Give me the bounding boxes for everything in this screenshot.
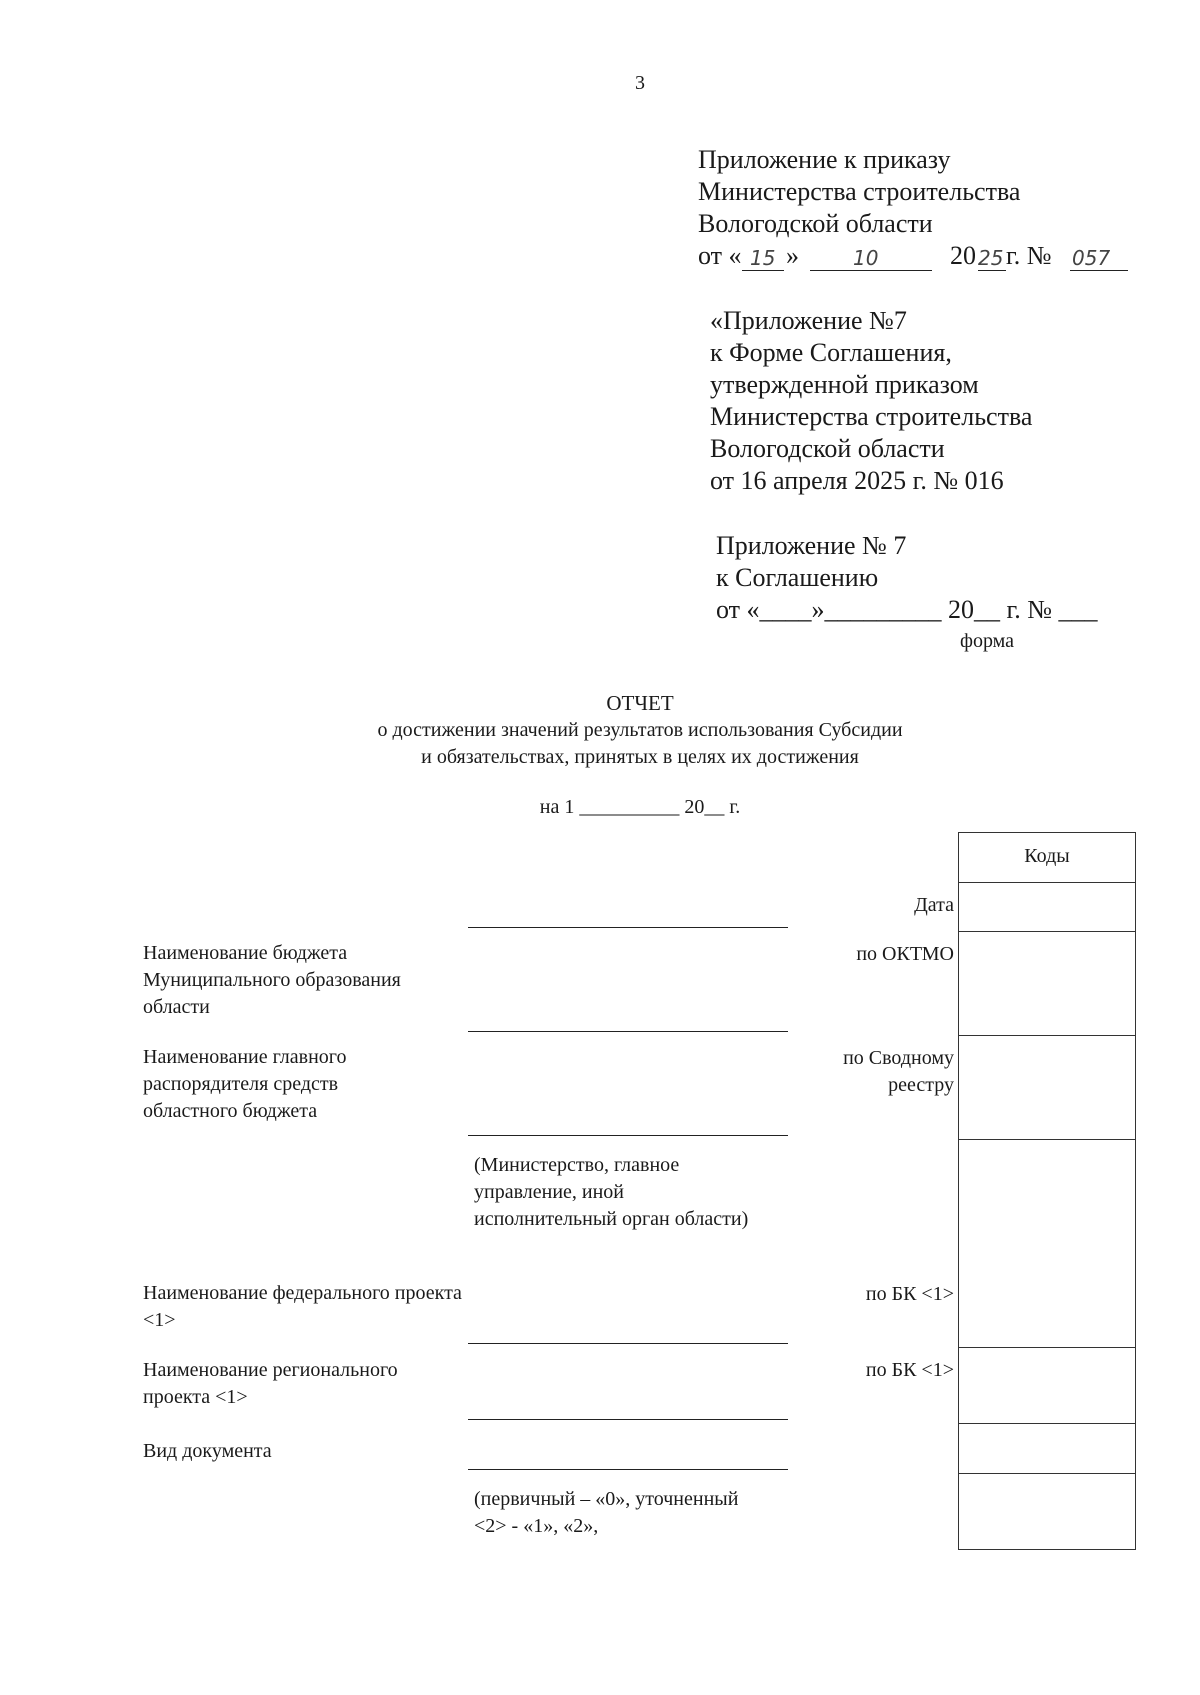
codes-row-divider [959,931,1135,932]
page-number: 3 [635,72,645,94]
codes-bk2-label: по БК <1> [865,1359,954,1381]
order-year-prefix: 20 [950,241,976,270]
gr-name-hint: (Министерство, главное управление, иной исполнительный орган области) [474,1154,749,1230]
form-appendix-line1: «Приложение №7 [710,306,907,335]
federal-project-fill-line [468,1343,788,1344]
report-subtitle-2: и обязательствах, принятых в целях их достижения [421,746,859,768]
codes-row-divider [959,1347,1135,1348]
codes-oktmo-label: по ОКТМО [856,943,954,965]
codes-svod-label: по Сводному реестру [843,1047,954,1096]
agreement-appendix-line1: Приложение № 7 [716,531,907,560]
order-number-handwritten: 057 [1072,246,1111,270]
order-date-mid: » [786,241,799,270]
report-header [200,690,1080,771]
doc-type-label: Вид документа [143,1440,272,1462]
order-appendix-line1: Приложение к приказу [698,145,951,174]
order-day-handwritten: 15 [750,246,776,270]
doc-type-fill-line [468,1469,788,1470]
report-title: ОТЧЕТ [606,691,674,715]
order-year-tail: г. № [1006,241,1052,270]
order-appendix-line2: Министерства строительства [698,177,1021,206]
order-date-prefix: от « [698,241,742,270]
codes-header: Коды [1024,845,1070,867]
order-date-line [698,240,1138,274]
federal-project-label: Наименование федерального проекта <1> [143,1282,462,1331]
codes-row-divider [959,1473,1135,1474]
form-label: форма [960,630,1015,652]
doc-type-hint: (первичный – «0», уточненный <2> - «1», «2», [474,1488,739,1537]
codes-date-label: Дата [914,894,954,916]
agreement-appendix-date: от «____»_________ 20__ г. № ___ [716,595,1098,624]
order-appendix [698,144,1118,240]
gr-name-label: Наименование главного распорядителя средств областного бюджета [143,1046,347,1122]
codes-row-divider [959,1035,1135,1036]
form-appendix-line3: утвержденной приказом [710,370,979,399]
agreement-appendix-line2: к Соглашению [716,563,879,592]
date-fill-line [468,927,788,928]
form-appendix [710,305,1150,497]
report-as-of: на 1 __________ 20__ г. [539,796,741,818]
regional-project-label: Наименование регионального проекта <1> [143,1359,398,1408]
order-year-handwritten: 25 [978,246,1004,270]
codes-bk1-label: по БК <1> [865,1283,954,1305]
budget-name-label: Наименование бюджета Муниципального образования области [143,942,401,1018]
form-appendix-line2: к Форме Соглашения, [710,338,952,367]
form-appendix-line6: от 16 апреля 2025 г. № 016 [710,466,1004,495]
codes-table [958,832,1136,1550]
form-appendix-line5: Вологодской области [710,434,945,463]
codes-row-divider [959,1423,1135,1424]
regional-project-fill-line [468,1419,788,1420]
form-appendix-line4: Министерства строительства [710,402,1033,431]
codes-row-divider [959,882,1135,883]
codes-row-divider [959,1139,1135,1140]
order-appendix-line3: Вологодской области [698,209,933,238]
budget-name-fill-line [468,1031,788,1032]
agreement-appendix [716,530,1156,626]
gr-name-fill-line [468,1135,788,1136]
order-month-handwritten: 10 [853,246,879,270]
report-subtitle-1: о достижении значений результатов использования Субсидии [377,719,903,741]
